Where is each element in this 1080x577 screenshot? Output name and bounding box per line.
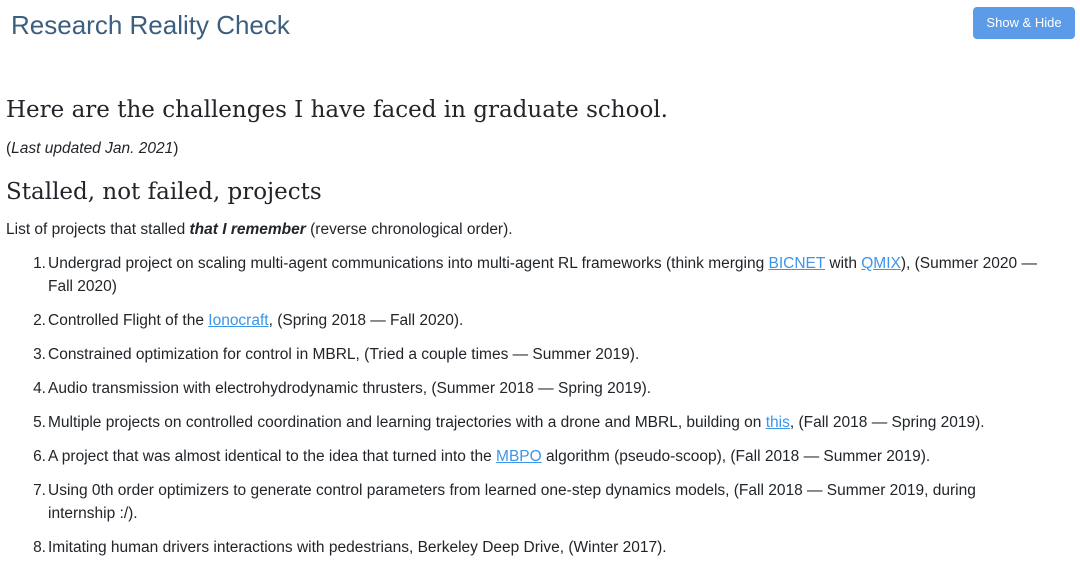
list-item-text: with [825, 255, 862, 272]
list-item-text: Audio transmission with electrohydrodynamic thrusters, (Summer 2018 — Spring 2019). [48, 380, 652, 397]
list-item-number: 1. [33, 255, 46, 272]
list-item-number: 8. [33, 539, 46, 556]
intro-text-after: (reverse chronological order). [305, 221, 513, 238]
list-item-text: , (Spring 2018 — Fall 2020). [268, 312, 464, 329]
projects-intro [6, 220, 1076, 240]
updated-close-paren: ) [173, 140, 179, 157]
intro-emphasis: that I remember [189, 221, 306, 238]
section-heading-stalled-projects: Stalled, not failed, projects [6, 179, 322, 205]
site-title: Research Reality Check [11, 10, 290, 40]
last-updated-note [6, 139, 1076, 159]
main-content [6, 94, 1076, 570]
list-item [33, 309, 1076, 332]
list-item-number: 2. [33, 312, 46, 329]
intro-text-before: List of projects that stalled [6, 221, 190, 238]
list-item [33, 536, 1076, 559]
list-item-text: algorithm (pseudo-scoop), (Fall 2018 — Summer 2019). [541, 448, 931, 465]
list-item-text: Undergrad project on scaling multi-agent communications into multi-agent RL frameworks (think merging [48, 255, 769, 272]
mbpo-link[interactable]: MBPO [496, 448, 542, 465]
updated-open-paren: ( [6, 140, 12, 157]
list-item-number: 5. [33, 414, 46, 431]
list-item-text: Using 0th order optimizers to generate control parameters from learned one-step dynamics models, (Fall 2018 — Summer 2019, during internship :/). [48, 482, 976, 522]
list-item [33, 411, 1076, 434]
list-item [33, 377, 1076, 400]
list-item-number: 7. [33, 482, 46, 499]
list-item-text: ), (Summer 2020 — Fall 2020) [48, 255, 1037, 295]
list-item [33, 445, 1076, 468]
bicnet-link[interactable]: BICNET [768, 255, 826, 272]
list-item-text: Controlled Flight of the [48, 312, 209, 329]
updated-date: Last updated Jan. 2021 [11, 140, 174, 157]
list-item-text: A project that was almost identical to the idea that turned into the [48, 448, 497, 465]
list-item [33, 479, 1076, 525]
list-item [33, 252, 1076, 298]
list-item-number: 6. [33, 448, 46, 465]
list-item [33, 343, 1076, 366]
page-heading: Here are the challenges I have faced in graduate school. [6, 97, 668, 123]
list-item-text: Imitating human drivers interactions with pedestrians, Berkeley Deep Drive, (Winter 2017). [48, 539, 667, 556]
list-item-number: 4. [33, 380, 46, 397]
projects-list [6, 252, 1076, 559]
ionocraft-link[interactable]: Ionocraft [208, 312, 269, 329]
list-item-text: Multiple projects on controlled coordination and learning trajectories with a drone and MBRL, building on [48, 414, 766, 431]
qmix-link[interactable]: QMIX [861, 255, 901, 272]
show-hide-button[interactable]: Show & Hide [973, 7, 1075, 39]
list-item-text: , (Fall 2018 — Spring 2019). [789, 414, 985, 431]
list-item-number: 3. [33, 346, 46, 363]
list-item-text: Constrained optimization for control in MBRL, (Tried a couple times — Summer 2019). [48, 346, 640, 363]
this-link[interactable]: this [765, 414, 790, 431]
